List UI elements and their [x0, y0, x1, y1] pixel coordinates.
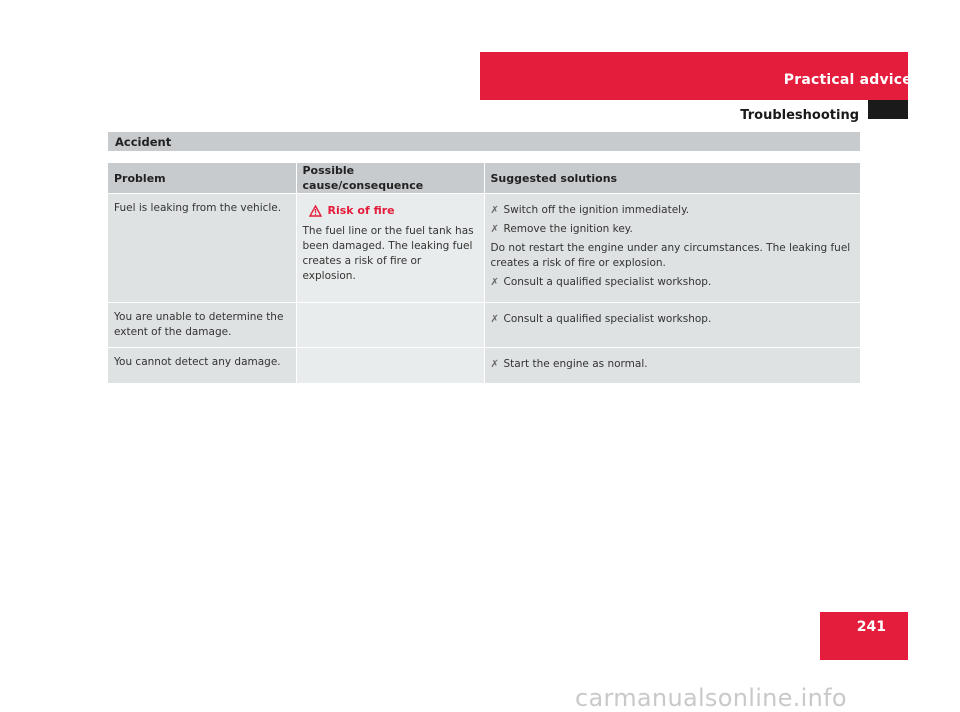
- solution-cell: [484, 348, 860, 384]
- step-text: Consult a qualified specialist workshop.: [503, 313, 712, 325]
- problem-cell: [108, 303, 296, 348]
- section-title: Practical advice: [783, 72, 912, 88]
- arrow-right-icon: ✗: [490, 205, 499, 216]
- page-number-box: [820, 612, 908, 660]
- step-text: Switch off the ignition immediately.: [503, 204, 690, 216]
- solution-note: Do not restart the engine under any circumstances. The leaking fuel creates a risk of fire or explosion.: [490, 242, 851, 269]
- arrow-right-icon: ✗: [490, 314, 499, 325]
- solution-step: [491, 312, 855, 327]
- arrow-right-icon: ✗: [490, 224, 499, 235]
- step-text: Start the engine as normal.: [503, 358, 648, 370]
- solution-cell: [484, 303, 860, 348]
- solution-cell: [484, 194, 860, 303]
- warning-title: Risk of fire: [327, 204, 395, 217]
- solution-step: [491, 357, 855, 372]
- cause-cell: [296, 348, 484, 384]
- arrow-right-icon: ✗: [490, 277, 499, 288]
- cause-cell: [296, 194, 484, 303]
- cause-cell: [296, 303, 484, 348]
- page-number: 241: [856, 619, 886, 635]
- subsection-title: Troubleshooting: [740, 108, 859, 123]
- table-row: [108, 194, 860, 303]
- table-header-row: [108, 163, 860, 194]
- warning-heading: [309, 203, 478, 218]
- warning-triangle-icon: [309, 205, 322, 217]
- step-text: Consult a qualified specialist workshop.: [503, 276, 712, 288]
- cause-text: The fuel line or the fuel tank has been damaged. The leaking fuel creates a risk of fire or explosion.: [302, 225, 474, 282]
- solution-step: [491, 203, 855, 218]
- header-marker: [868, 100, 908, 119]
- column-header-solutions: Suggested solutions: [484, 163, 860, 194]
- step-text: Remove the ignition key.: [503, 223, 633, 235]
- watermark: carmanualsonline.info: [575, 684, 847, 712]
- solution-step: [491, 222, 855, 237]
- problem-text: Fuel is leaking from the vehicle.: [114, 202, 282, 214]
- arrow-right-icon: ✗: [490, 359, 499, 370]
- table-row: [108, 303, 860, 348]
- problem-text: You are unable to determine the extent of the damage.: [114, 311, 284, 338]
- column-header-problem: Problem: [108, 163, 296, 194]
- problem-cell: [108, 348, 296, 384]
- solution-step: [491, 275, 855, 290]
- problem-text: You cannot detect any damage.: [114, 356, 281, 368]
- troubleshooting-table: [108, 163, 860, 384]
- problem-cell: [108, 194, 296, 303]
- column-header-cause: Possible cause/consequence: [296, 163, 484, 194]
- table-row: [108, 348, 860, 384]
- table-title: Accident: [108, 132, 860, 151]
